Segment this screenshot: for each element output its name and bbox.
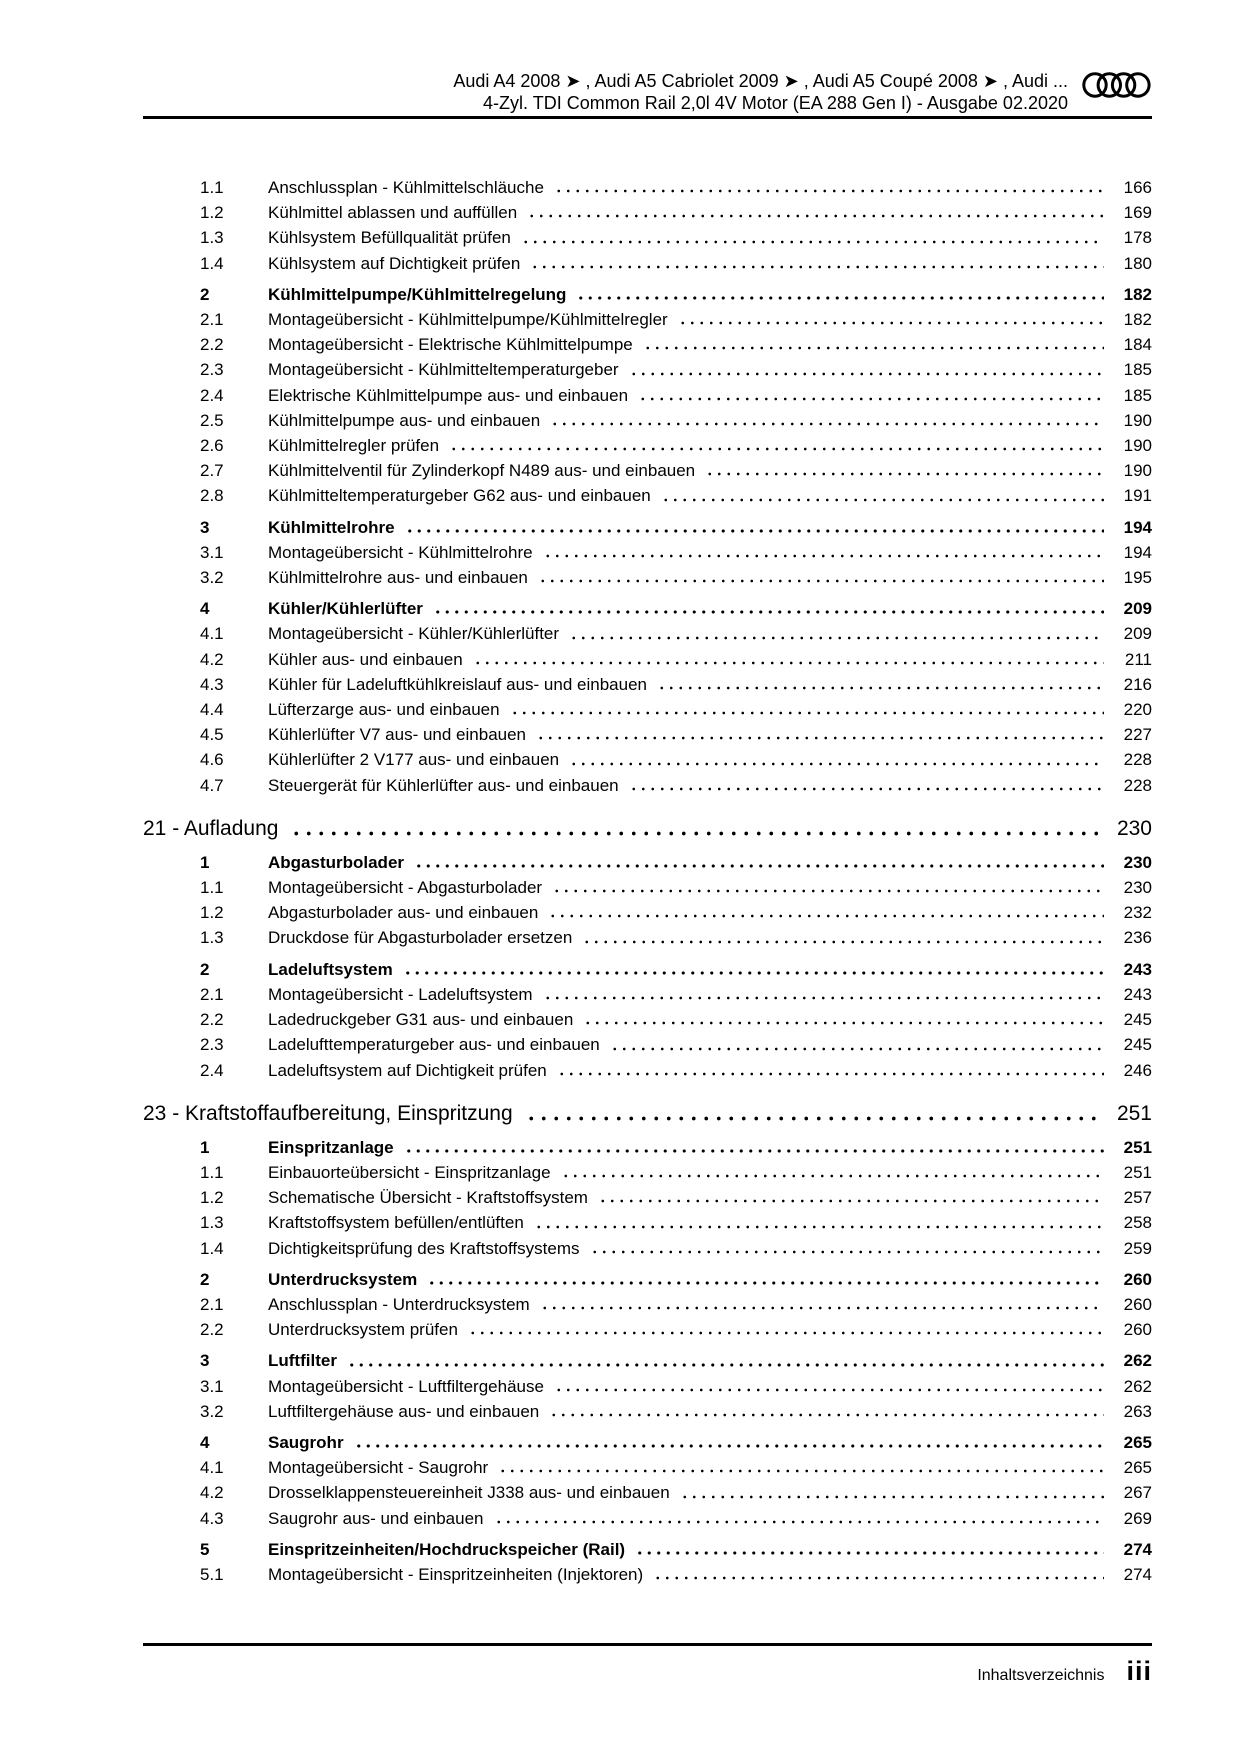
toc-entry-title: Kühlmittelrohre bbox=[268, 517, 395, 537]
toc-entry-number: 4.4 bbox=[200, 700, 224, 720]
toc-entry-page: 245 bbox=[1123, 1010, 1152, 1030]
toc-entry-number: 3.1 bbox=[200, 1376, 224, 1396]
toc-entry-number: 2 bbox=[200, 1269, 210, 1289]
toc-row[interactable] bbox=[143, 565, 1152, 590]
toc-entry-title: Kühlerlüfter 2 V177 aus- und einbauen bbox=[268, 750, 560, 770]
toc-entry-number: 1.1 bbox=[200, 1162, 224, 1182]
toc-dotted-leader bbox=[610, 1032, 1104, 1057]
toc-entry-number: 2.8 bbox=[200, 486, 224, 506]
toc-entry-number: 1.2 bbox=[200, 203, 224, 223]
toc-entry-page: 211 bbox=[1124, 649, 1152, 669]
toc-dotted-leader bbox=[449, 433, 1104, 458]
toc-dotted-leader bbox=[538, 565, 1104, 590]
toc-entry-page: 182 bbox=[1123, 284, 1152, 304]
toc-dotted-leader bbox=[548, 900, 1104, 925]
toc-entry-page: 274 bbox=[1123, 1539, 1152, 1559]
toc-row[interactable] bbox=[143, 540, 1152, 565]
toc-entry-page: 230 bbox=[1123, 852, 1152, 872]
toc-row[interactable] bbox=[143, 621, 1152, 646]
toc-entry-title: Unterdrucksystem prüfen bbox=[268, 1320, 458, 1340]
toc-row[interactable] bbox=[143, 982, 1152, 1007]
toc-entry-title: Montageübersicht - Luftfiltergehäuse bbox=[268, 1376, 544, 1396]
header-text bbox=[143, 70, 1152, 114]
toc-dotted-leader bbox=[404, 1135, 1104, 1160]
toc-row[interactable] bbox=[143, 1480, 1152, 1505]
toc-entry-page: 166 bbox=[1123, 178, 1152, 197]
toc-row[interactable] bbox=[143, 515, 1152, 540]
toc-entry-title: Elektrische Kühlmittelpumpe aus- und einbauen bbox=[268, 385, 629, 405]
toc-entry-title: Unterdrucksystem bbox=[268, 1269, 418, 1289]
toc-entry-number: 1 bbox=[200, 852, 210, 872]
toc-entry-page: 216 bbox=[1123, 674, 1152, 694]
toc-row[interactable] bbox=[143, 282, 1152, 307]
toc-dotted-leader bbox=[557, 1058, 1104, 1083]
toc-dotted-leader bbox=[530, 251, 1104, 276]
toc-dotted-leader bbox=[680, 1480, 1104, 1505]
toc-entry-title: Montageübersicht - Kühlmitteltemperaturgeber bbox=[268, 360, 619, 380]
toc-dotted-leader bbox=[405, 515, 1104, 540]
toc-entry-page: 180 bbox=[1123, 253, 1152, 273]
toc-entry-number: 4 bbox=[200, 599, 210, 619]
toc-entry-title: Abgasturbolader bbox=[268, 852, 405, 872]
toc-entry-title: Drosselklappensteuereinheit J338 aus- und einbauen bbox=[268, 1483, 670, 1503]
toc-entry-title: 21 - Aufladung bbox=[143, 816, 279, 840]
toc-entry-page: 260 bbox=[1123, 1320, 1152, 1340]
toc-entry-number: 2.6 bbox=[200, 436, 224, 456]
toc-dotted-leader bbox=[543, 540, 1104, 565]
toc-entry-title: 23 - Kraftstoffaufbereitung, Einspritzung bbox=[143, 1101, 513, 1125]
toc-entry-title: Druckdose für Abgasturbolader ersetzen bbox=[268, 928, 573, 948]
toc-row[interactable] bbox=[143, 957, 1152, 982]
audi-rings-icon bbox=[1082, 70, 1152, 100]
toc-entry-page: 245 bbox=[1123, 1035, 1152, 1055]
toc-dotted-leader bbox=[510, 697, 1104, 722]
toc-entry-title: Montageübersicht - Einspritzeinheiten (Injektoren) bbox=[268, 1564, 644, 1584]
toc-entry-title: Ladedruckgeber G31 aus- und einbauen bbox=[268, 1010, 574, 1030]
toc-entry-page: 190 bbox=[1123, 461, 1152, 481]
toc-entry-page: 259 bbox=[1123, 1238, 1152, 1258]
toc-entry-number: 2.4 bbox=[200, 1060, 224, 1080]
toc-entry-page: 191 bbox=[1123, 486, 1152, 506]
toc-entry-number: 4.3 bbox=[200, 674, 224, 694]
toc-entry-number: 4.7 bbox=[200, 775, 224, 795]
toc-entry-title: Saugrohr aus- und einbauen bbox=[268, 1508, 484, 1528]
toc-entry-number: 2.3 bbox=[200, 360, 224, 380]
toc-entry-page: 220 bbox=[1123, 700, 1152, 720]
toc-entry-page: 228 bbox=[1123, 775, 1152, 795]
toc-entry-page: 265 bbox=[1123, 1432, 1152, 1452]
page-footer bbox=[143, 1643, 1152, 1687]
toc-dotted-leader bbox=[661, 483, 1104, 508]
toc-entry-number: 4.6 bbox=[200, 750, 224, 770]
toc-entry-number: 3.2 bbox=[200, 1401, 224, 1421]
toc-entry-number: 3 bbox=[200, 517, 210, 537]
footer-divider bbox=[143, 1643, 1152, 1646]
toc-row[interactable] bbox=[143, 1267, 1152, 1292]
toc-entry-number: 4 bbox=[200, 1432, 210, 1452]
toc-row[interactable] bbox=[143, 773, 1152, 798]
toc-entry-number: 2.1 bbox=[200, 984, 224, 1004]
toc-entry-page: 194 bbox=[1123, 542, 1152, 562]
toc-row[interactable] bbox=[143, 697, 1152, 722]
toc-entry-number: 3 bbox=[200, 1351, 210, 1371]
toc-entry-number: 4.2 bbox=[200, 649, 224, 669]
toc-entry-number: 1.2 bbox=[200, 903, 224, 923]
toc-row[interactable] bbox=[143, 1455, 1152, 1480]
toc-dotted-leader bbox=[540, 1292, 1104, 1317]
toc-entry-page: 228 bbox=[1123, 750, 1152, 770]
toc-dotted-leader bbox=[498, 1455, 1104, 1480]
header-divider bbox=[143, 116, 1152, 119]
toc-entry-page: 184 bbox=[1123, 335, 1152, 355]
toc-entry-title: Abgasturbolader aus- und einbauen bbox=[268, 903, 539, 923]
toc-dotted-leader bbox=[561, 1160, 1104, 1185]
toc-entry-number: 2.5 bbox=[200, 410, 224, 430]
toc-row[interactable] bbox=[143, 408, 1152, 433]
toc-dotted-leader bbox=[403, 957, 1104, 982]
toc-entry-number: 1.4 bbox=[200, 253, 224, 273]
toc-entry-page: 269 bbox=[1123, 1508, 1152, 1528]
toc-entry-number: 2.4 bbox=[200, 385, 224, 405]
toc-entry-page: 232 bbox=[1123, 903, 1152, 923]
toc-entry-number: 5 bbox=[200, 1539, 210, 1559]
toc-entry-page: 195 bbox=[1123, 568, 1152, 588]
toc-entry-title: Montageübersicht - Kühlmittelrohre bbox=[268, 542, 533, 562]
toc-dotted-leader bbox=[527, 200, 1104, 225]
toc-row[interactable] bbox=[143, 1399, 1152, 1424]
toc-entry-title: Kühlmittelregler prüfen bbox=[268, 436, 440, 456]
toc-row[interactable] bbox=[143, 175, 1152, 200]
footer-line bbox=[143, 1656, 1152, 1687]
toc-entry-title: Kühlerlüfter V7 aus- und einbauen bbox=[268, 725, 527, 745]
toc-entry-page: 230 bbox=[1116, 816, 1152, 840]
toc-entry-title: Montageübersicht - Abgasturbolader bbox=[268, 878, 543, 898]
toc-row[interactable] bbox=[143, 747, 1152, 772]
toc-row[interactable] bbox=[143, 357, 1152, 382]
toc-entry-title: Einspritzeinheiten/Hochdruckspeicher (Rail) bbox=[268, 1539, 626, 1559]
toc-entry-title: Kühler aus- und einbauen bbox=[268, 649, 463, 669]
toc-entry-page: 260 bbox=[1123, 1294, 1152, 1314]
toc-dotted-leader bbox=[543, 982, 1104, 1007]
toc-row[interactable] bbox=[143, 1185, 1152, 1210]
toc-entry-page: 258 bbox=[1123, 1213, 1152, 1233]
footer-label: Inhaltsverzeichnis bbox=[977, 1667, 1105, 1684]
toc-dotted-leader bbox=[657, 672, 1104, 697]
toc-row[interactable] bbox=[143, 1562, 1152, 1587]
toc-entry-title: Kühlmittel ablassen und auffüllen bbox=[268, 203, 518, 223]
toc-entry-page: 169 bbox=[1123, 203, 1152, 223]
toc-entry-page: 262 bbox=[1123, 1376, 1152, 1396]
toc-entry-number: 2.2 bbox=[200, 1320, 224, 1340]
toc-dotted-leader bbox=[433, 596, 1104, 621]
toc-dotted-leader bbox=[347, 1348, 1104, 1373]
toc-entry-page: 251 bbox=[1123, 1137, 1152, 1157]
toc-entry-page: 178 bbox=[1123, 228, 1152, 248]
toc-dotted-leader bbox=[678, 307, 1104, 332]
toc-row[interactable] bbox=[143, 332, 1152, 357]
toc-dotted-leader bbox=[705, 458, 1104, 483]
toc-entry-page: 190 bbox=[1123, 436, 1152, 456]
toc-dotted-leader bbox=[552, 875, 1104, 900]
toc-dotted-leader bbox=[653, 1562, 1104, 1587]
toc-entry-title: Kühlmittelpumpe/Kühlmittelregelung bbox=[268, 284, 567, 304]
toc-dotted-leader bbox=[549, 1399, 1104, 1424]
toc-entry-page: 265 bbox=[1123, 1458, 1152, 1478]
toc-row[interactable] bbox=[143, 722, 1152, 747]
toc-entry-page: 262 bbox=[1123, 1351, 1152, 1371]
toc-entry-title: Luftfiltergehäuse aus- und einbauen bbox=[268, 1401, 540, 1421]
toc-dotted-leader bbox=[629, 357, 1104, 382]
toc-entry-number: 4.2 bbox=[200, 1483, 224, 1503]
toc-entry-title: Montageübersicht - Kühler/Kühlerlüfter bbox=[268, 624, 560, 644]
toc-entry-title: Anschlussplan - Kühlmittelschläuche bbox=[268, 178, 544, 197]
toc-row[interactable] bbox=[143, 1236, 1152, 1261]
toc-dotted-leader bbox=[473, 647, 1104, 672]
page-header bbox=[143, 0, 1152, 119]
toc-entry-page: 251 bbox=[1123, 1162, 1152, 1182]
toc-row[interactable] bbox=[143, 458, 1152, 483]
toc-dotted-leader bbox=[576, 282, 1104, 307]
toc-dotted-leader bbox=[569, 747, 1104, 772]
toc-entry-page: 257 bbox=[1123, 1188, 1152, 1208]
toc-entry-title: Ladeluftsystem bbox=[268, 959, 393, 979]
toc-entry-page: 185 bbox=[1123, 385, 1152, 405]
toc-row[interactable] bbox=[143, 1032, 1152, 1057]
toc-entry-title: Lüfterzarge aus- und einbauen bbox=[268, 700, 500, 720]
header-engine-line: 4-Zyl. TDI Common Rail 2,0l 4V Motor (EA 288 Gen I) - Ausgabe 02.2020 bbox=[483, 93, 1068, 113]
toc-entry-title: Kühlmittelpumpe aus- und einbauen bbox=[268, 410, 541, 430]
toc-entry-title: Kühler für Ladeluftkühlkreislauf aus- und einbauen bbox=[268, 674, 647, 694]
toc-row[interactable] bbox=[143, 225, 1152, 250]
toc-entry-title: Kühlmittelventil für Zylinderkopf N489 aus- und einbauen bbox=[268, 461, 696, 481]
toc-entry-number: 2 bbox=[200, 284, 210, 304]
toc-entry-number: 4.1 bbox=[200, 624, 224, 644]
toc-entry-number: 2 bbox=[200, 959, 210, 979]
toc-entry-title: Einspritzanlage bbox=[268, 1137, 394, 1157]
toc-entry-title: Kraftstoffsystem befüllen/entlüften bbox=[268, 1213, 524, 1233]
toc-entry-page: 274 bbox=[1123, 1564, 1152, 1584]
toc-dotted-leader bbox=[536, 722, 1104, 747]
toc-entry-number: 1.3 bbox=[200, 928, 224, 948]
toc-entry-page: 227 bbox=[1123, 725, 1152, 745]
toc-row[interactable] bbox=[143, 1058, 1152, 1083]
toc-row[interactable] bbox=[143, 1292, 1152, 1317]
toc-row[interactable] bbox=[143, 1537, 1152, 1562]
toc-entry-page: 243 bbox=[1123, 959, 1152, 979]
toc-dotted-leader bbox=[638, 383, 1104, 408]
toc-row[interactable] bbox=[143, 672, 1152, 697]
toc-dotted-leader bbox=[414, 850, 1104, 875]
toc-row[interactable] bbox=[143, 850, 1152, 875]
toc-row[interactable] bbox=[143, 1099, 1152, 1129]
toc-row[interactable] bbox=[143, 1160, 1152, 1185]
toc-dotted-leader bbox=[550, 408, 1104, 433]
toc-entry-number: 2.2 bbox=[200, 1010, 224, 1030]
toc-entry-page: 182 bbox=[1123, 310, 1152, 330]
toc-dotted-leader bbox=[521, 225, 1104, 250]
toc-entry-number: 1.4 bbox=[200, 1238, 224, 1258]
toc-entry-title: Montageübersicht - Elektrische Kühlmittelpumpe bbox=[268, 335, 633, 355]
toc-entry-title: Ladeluftsystem auf Dichtigkeit prüfen bbox=[268, 1060, 547, 1080]
toc-row[interactable] bbox=[143, 307, 1152, 332]
toc-dotted-leader bbox=[643, 332, 1104, 357]
toc-entry-title: Montageübersicht - Kühlmittelpumpe/Kühlmittelregler bbox=[268, 310, 668, 330]
toc-entry-number: 1.3 bbox=[200, 1213, 224, 1233]
toc-entry-number: 4.3 bbox=[200, 1508, 224, 1528]
toc-list bbox=[143, 119, 1152, 1587]
toc-row[interactable] bbox=[143, 1348, 1152, 1373]
toc-entry-number: 1.3 bbox=[200, 228, 224, 248]
toc-entry-page: 260 bbox=[1123, 1269, 1152, 1289]
toc-row[interactable] bbox=[143, 383, 1152, 408]
toc-entry-number: 1.1 bbox=[200, 178, 224, 197]
toc-dotted-leader bbox=[354, 1430, 1104, 1455]
toc-entry-page: 243 bbox=[1123, 984, 1152, 1004]
toc-row[interactable] bbox=[143, 925, 1152, 950]
toc-row[interactable] bbox=[143, 875, 1152, 900]
toc-dotted-leader bbox=[582, 925, 1104, 950]
toc-row[interactable] bbox=[143, 647, 1152, 672]
toc-dotted-leader bbox=[427, 1267, 1104, 1292]
toc-entry-title: Montageübersicht - Saugrohr bbox=[268, 1458, 489, 1478]
toc-entry-page: 267 bbox=[1123, 1483, 1152, 1503]
toc-entry-page: 230 bbox=[1123, 878, 1152, 898]
toc-entry-title: Dichtigkeitsprüfung des Kraftstoffsystems bbox=[268, 1238, 580, 1258]
toc-entry-title: Montageübersicht - Ladeluftsystem bbox=[268, 984, 533, 1004]
header-models-line: Audi A4 2008 ➤ , Audi A5 Cabriolet 2009 ➤ , Audi A5 Coupé 2008 ➤ , Audi ... bbox=[453, 71, 1068, 91]
toc-entry-page: 209 bbox=[1123, 599, 1152, 619]
toc-dotted-leader bbox=[468, 1317, 1104, 1342]
toc-entry-title: Kühler/Kühlerlüfter bbox=[268, 599, 423, 619]
toc-entry-number: 2.3 bbox=[200, 1035, 224, 1055]
toc-entry-page: 251 bbox=[1116, 1101, 1152, 1125]
toc-entry-title: Ladelufttemperaturgeber aus- und einbauen bbox=[268, 1035, 600, 1055]
toc-row[interactable] bbox=[143, 1210, 1152, 1235]
toc-entry-number: 2.2 bbox=[200, 335, 224, 355]
toc-entry-number: 2.7 bbox=[200, 461, 224, 481]
toc-entry-title: Kühlmittelrohre aus- und einbauen bbox=[268, 568, 528, 588]
toc-entry-title: Kühlsystem Befüllqualität prüfen bbox=[268, 228, 511, 248]
toc-entry-number: 4.5 bbox=[200, 725, 224, 745]
toc-dotted-leader bbox=[554, 175, 1104, 200]
toc-dotted-leader bbox=[635, 1537, 1104, 1562]
toc-entry-number: 1 bbox=[200, 1137, 210, 1157]
toc-entry-number: 2.1 bbox=[200, 1294, 224, 1314]
toc-entry-title: Schematische Übersicht - Kraftstoffsystem bbox=[268, 1188, 588, 1208]
toc-entry-title: Saugrohr bbox=[268, 1432, 344, 1452]
toc-entry-page: 194 bbox=[1123, 517, 1152, 537]
toc-row[interactable] bbox=[143, 814, 1152, 844]
toc-dotted-leader bbox=[629, 773, 1104, 798]
toc-dotted-leader bbox=[554, 1374, 1104, 1399]
toc-row[interactable] bbox=[143, 200, 1152, 225]
toc-entry-number: 1.2 bbox=[200, 1188, 224, 1208]
toc-row[interactable] bbox=[143, 1135, 1152, 1160]
toc-row[interactable] bbox=[143, 1430, 1152, 1455]
toc-row[interactable] bbox=[143, 596, 1152, 621]
toc-row[interactable] bbox=[143, 1374, 1152, 1399]
toc-dotted-leader bbox=[534, 1210, 1104, 1235]
toc-entry-page: 209 bbox=[1123, 624, 1152, 644]
toc-dotted-leader bbox=[590, 1236, 1105, 1261]
toc-entry-number: 3.1 bbox=[200, 542, 224, 562]
toc-entry-number: 4.1 bbox=[200, 1458, 224, 1478]
toc-row[interactable] bbox=[143, 251, 1152, 276]
toc-entry-number: 1.1 bbox=[200, 878, 224, 898]
toc-dotted-leader bbox=[494, 1506, 1105, 1531]
toc-row[interactable] bbox=[143, 1317, 1152, 1342]
toc-dotted-leader bbox=[598, 1185, 1104, 1210]
toc-entry-page: 263 bbox=[1123, 1401, 1152, 1421]
toc-entry-title: Steuergerät für Kühlerlüfter aus- und einbauen bbox=[268, 775, 619, 795]
toc-row[interactable] bbox=[143, 1007, 1152, 1032]
toc-entry-title: Kühlmitteltemperaturgeber G62 aus- und einbauen bbox=[268, 486, 651, 506]
toc-entry-title: Luftfilter bbox=[268, 1351, 337, 1371]
toc-entry-page: 185 bbox=[1123, 360, 1152, 380]
toc-entry-title: Einbauorteübersicht - Einspritzanlage bbox=[268, 1162, 551, 1182]
toc-entry-number: 5.1 bbox=[200, 1564, 224, 1584]
toc-entry-page: 236 bbox=[1123, 928, 1152, 948]
toc-row[interactable] bbox=[143, 483, 1152, 508]
toc-row[interactable] bbox=[143, 900, 1152, 925]
toc-dotted-leader bbox=[569, 621, 1104, 646]
toc-row[interactable] bbox=[143, 433, 1152, 458]
toc-entry-number: 2.1 bbox=[200, 310, 224, 330]
toc-entry-number: 3.2 bbox=[200, 568, 224, 588]
toc-dotted-leader bbox=[583, 1007, 1104, 1032]
toc-dotted-leader bbox=[290, 814, 1098, 844]
toc-row[interactable] bbox=[143, 1506, 1152, 1531]
toc-entry-title: Anschlussplan - Unterdrucksystem bbox=[268, 1294, 530, 1314]
footer-page-number: iii bbox=[1126, 1656, 1152, 1686]
toc-entry-title: Kühlsystem auf Dichtigkeit prüfen bbox=[268, 253, 521, 273]
toc-entry-page: 246 bbox=[1123, 1060, 1152, 1080]
toc-entry-page: 190 bbox=[1123, 410, 1152, 430]
toc-dotted-leader bbox=[525, 1099, 1098, 1129]
